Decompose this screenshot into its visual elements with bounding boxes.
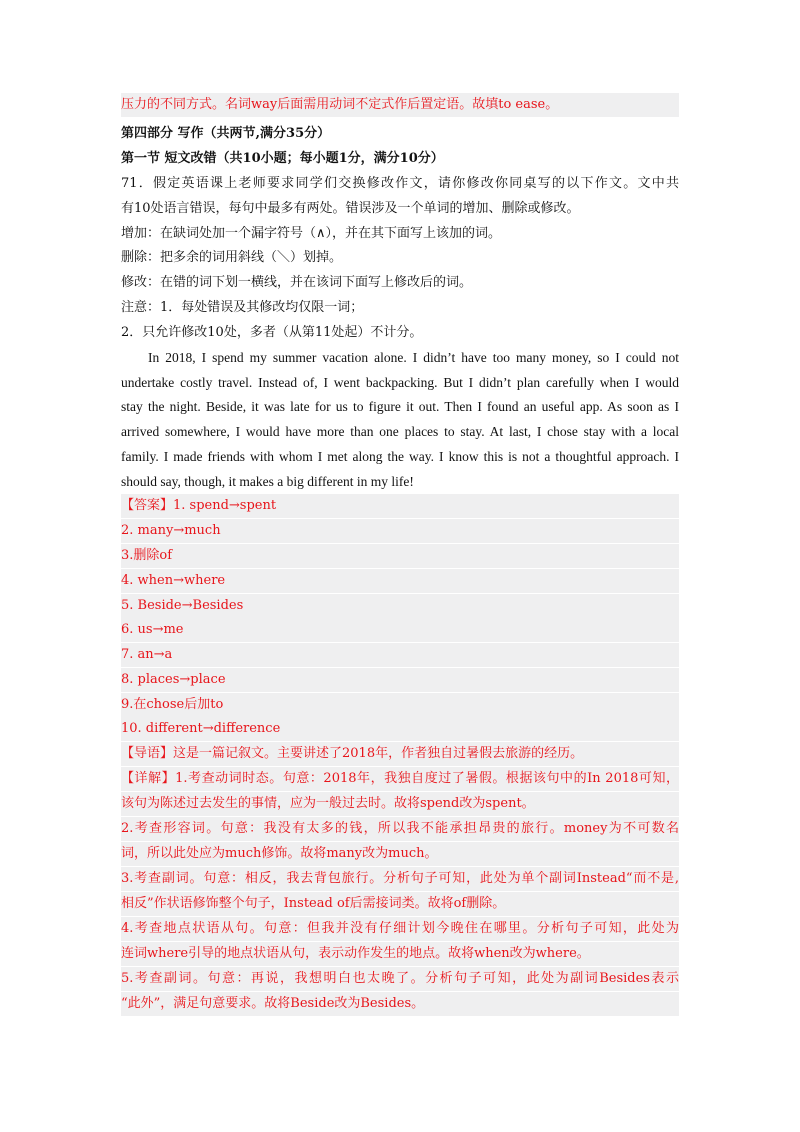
essay-line-2: undertake costly travel. Instead of, I went backpacking. But I didn’t plan carefully when I would	[121, 375, 679, 390]
note-2: 2．只允许修改10处，多者（从第11处起）不计分。	[121, 325, 423, 340]
detail-1a: 【详解】1.考查动词时态。句意：2018年，我独自度过了暑假。根据该句中的In 2018可知，	[121, 767, 679, 791]
detail-4a: 4.考查地点状语从句。句意：但我并没有仔细计划今晚住在哪里。分析句子可知，此处为	[121, 917, 679, 941]
explanation-line: 压力的不同方式。名词way后面需用动词不定式作后置定语。故填to ease。	[121, 93, 679, 117]
detail-3a: 3.考查副词。句意：相反，我去背包旅行。分析句子可知，此处为单个副词Instead“而不是,	[121, 867, 679, 891]
question-line-1: 71．假定英语课上老师要求同学们交换修改作文，请你修改你同桌写的以下作文。文中共	[121, 176, 679, 191]
instruction-add: 增加：在缺词处加一个漏字符号（∧），并在其下面写上该加的词。	[121, 226, 502, 241]
question-line-2: 有10处语言错误，每句中最多有两处。错误涉及一个单词的增加、删除或修改。	[121, 201, 580, 216]
answer-9: 9.在chose后加to	[121, 693, 679, 717]
detail-2a: 2.考查形容词。句意：我没有太多的钱，所以我不能承担昂贵的旅行。money为不可数名	[121, 817, 679, 841]
answer-4: 4. when→where	[121, 569, 679, 593]
part-heading: 第四部分 写作（共两节,满分35分）	[121, 126, 331, 141]
guide-line: 【导语】这是一篇记叙文。主要讲述了2018年，作者独自过暑假去旅游的经历。	[121, 742, 679, 766]
answer-7: 7. an→a	[121, 643, 679, 667]
note-1: 注意：1．每处错误及其修改均仅限一词；	[121, 300, 364, 315]
answer-8: 8. places→place	[121, 668, 679, 692]
detail-3b: 相反”作状语修饰整个句子，Instead of后需接词类。故将of删除。	[121, 892, 679, 916]
essay-line-1: In 2018, I spend my summer vacation alone. I didn’t have too many money, so I could not	[148, 350, 679, 365]
detail-5a: 5.考查副词。句意：再说，我想明白也太晚了。分析句子可知，此处为副词Besides表示	[121, 967, 679, 991]
essay-line-6: should say, though, it makes a big different in my life!	[121, 474, 414, 489]
essay-line-5: family. I made friends with whom I met along the way. I know this is not a thoughtful approach. I	[121, 449, 679, 464]
detail-2b: 词，所以此处应为much修饰。故将many改为much。	[121, 842, 679, 866]
instruction-delete: 删除：把多余的词用斜线（＼）划掉。	[121, 250, 343, 265]
answer-10: 10. different→difference	[121, 717, 679, 741]
answer-2: 2. many→much	[121, 519, 679, 543]
answer-3: 3.删除of	[121, 544, 679, 568]
detail-5b: “此外”，满足句意要求。故将Beside改为Besides。	[121, 992, 679, 1016]
essay-line-3: stay the night. Beside, it was late for us to figure it out. Then I found an useful app. As soon as I	[121, 399, 679, 414]
essay-line-4: arrived somewhere, I would have more than one places to stay. At last, I chose stay with a local	[121, 424, 679, 439]
answer-6: 6. us→me	[121, 618, 679, 642]
instruction-modify: 修改：在错的词下划一横线，并在该词下面写上修改后的词。	[121, 275, 473, 290]
section-heading: 第一节 短文改错（共10小题；每小题1分，满分10分）	[121, 151, 444, 166]
answer-5: 5. Beside→Besides	[121, 594, 679, 618]
answer-1: 【答案】1. spend→spent	[121, 494, 679, 518]
detail-1b: 该句为陈述过去发生的事情，应为一般过去时。故将spend改为spent。	[121, 792, 679, 816]
detail-4b: 连词where引导的地点状语从句，表示动作发生的地点。故将when改为where。	[121, 942, 679, 966]
